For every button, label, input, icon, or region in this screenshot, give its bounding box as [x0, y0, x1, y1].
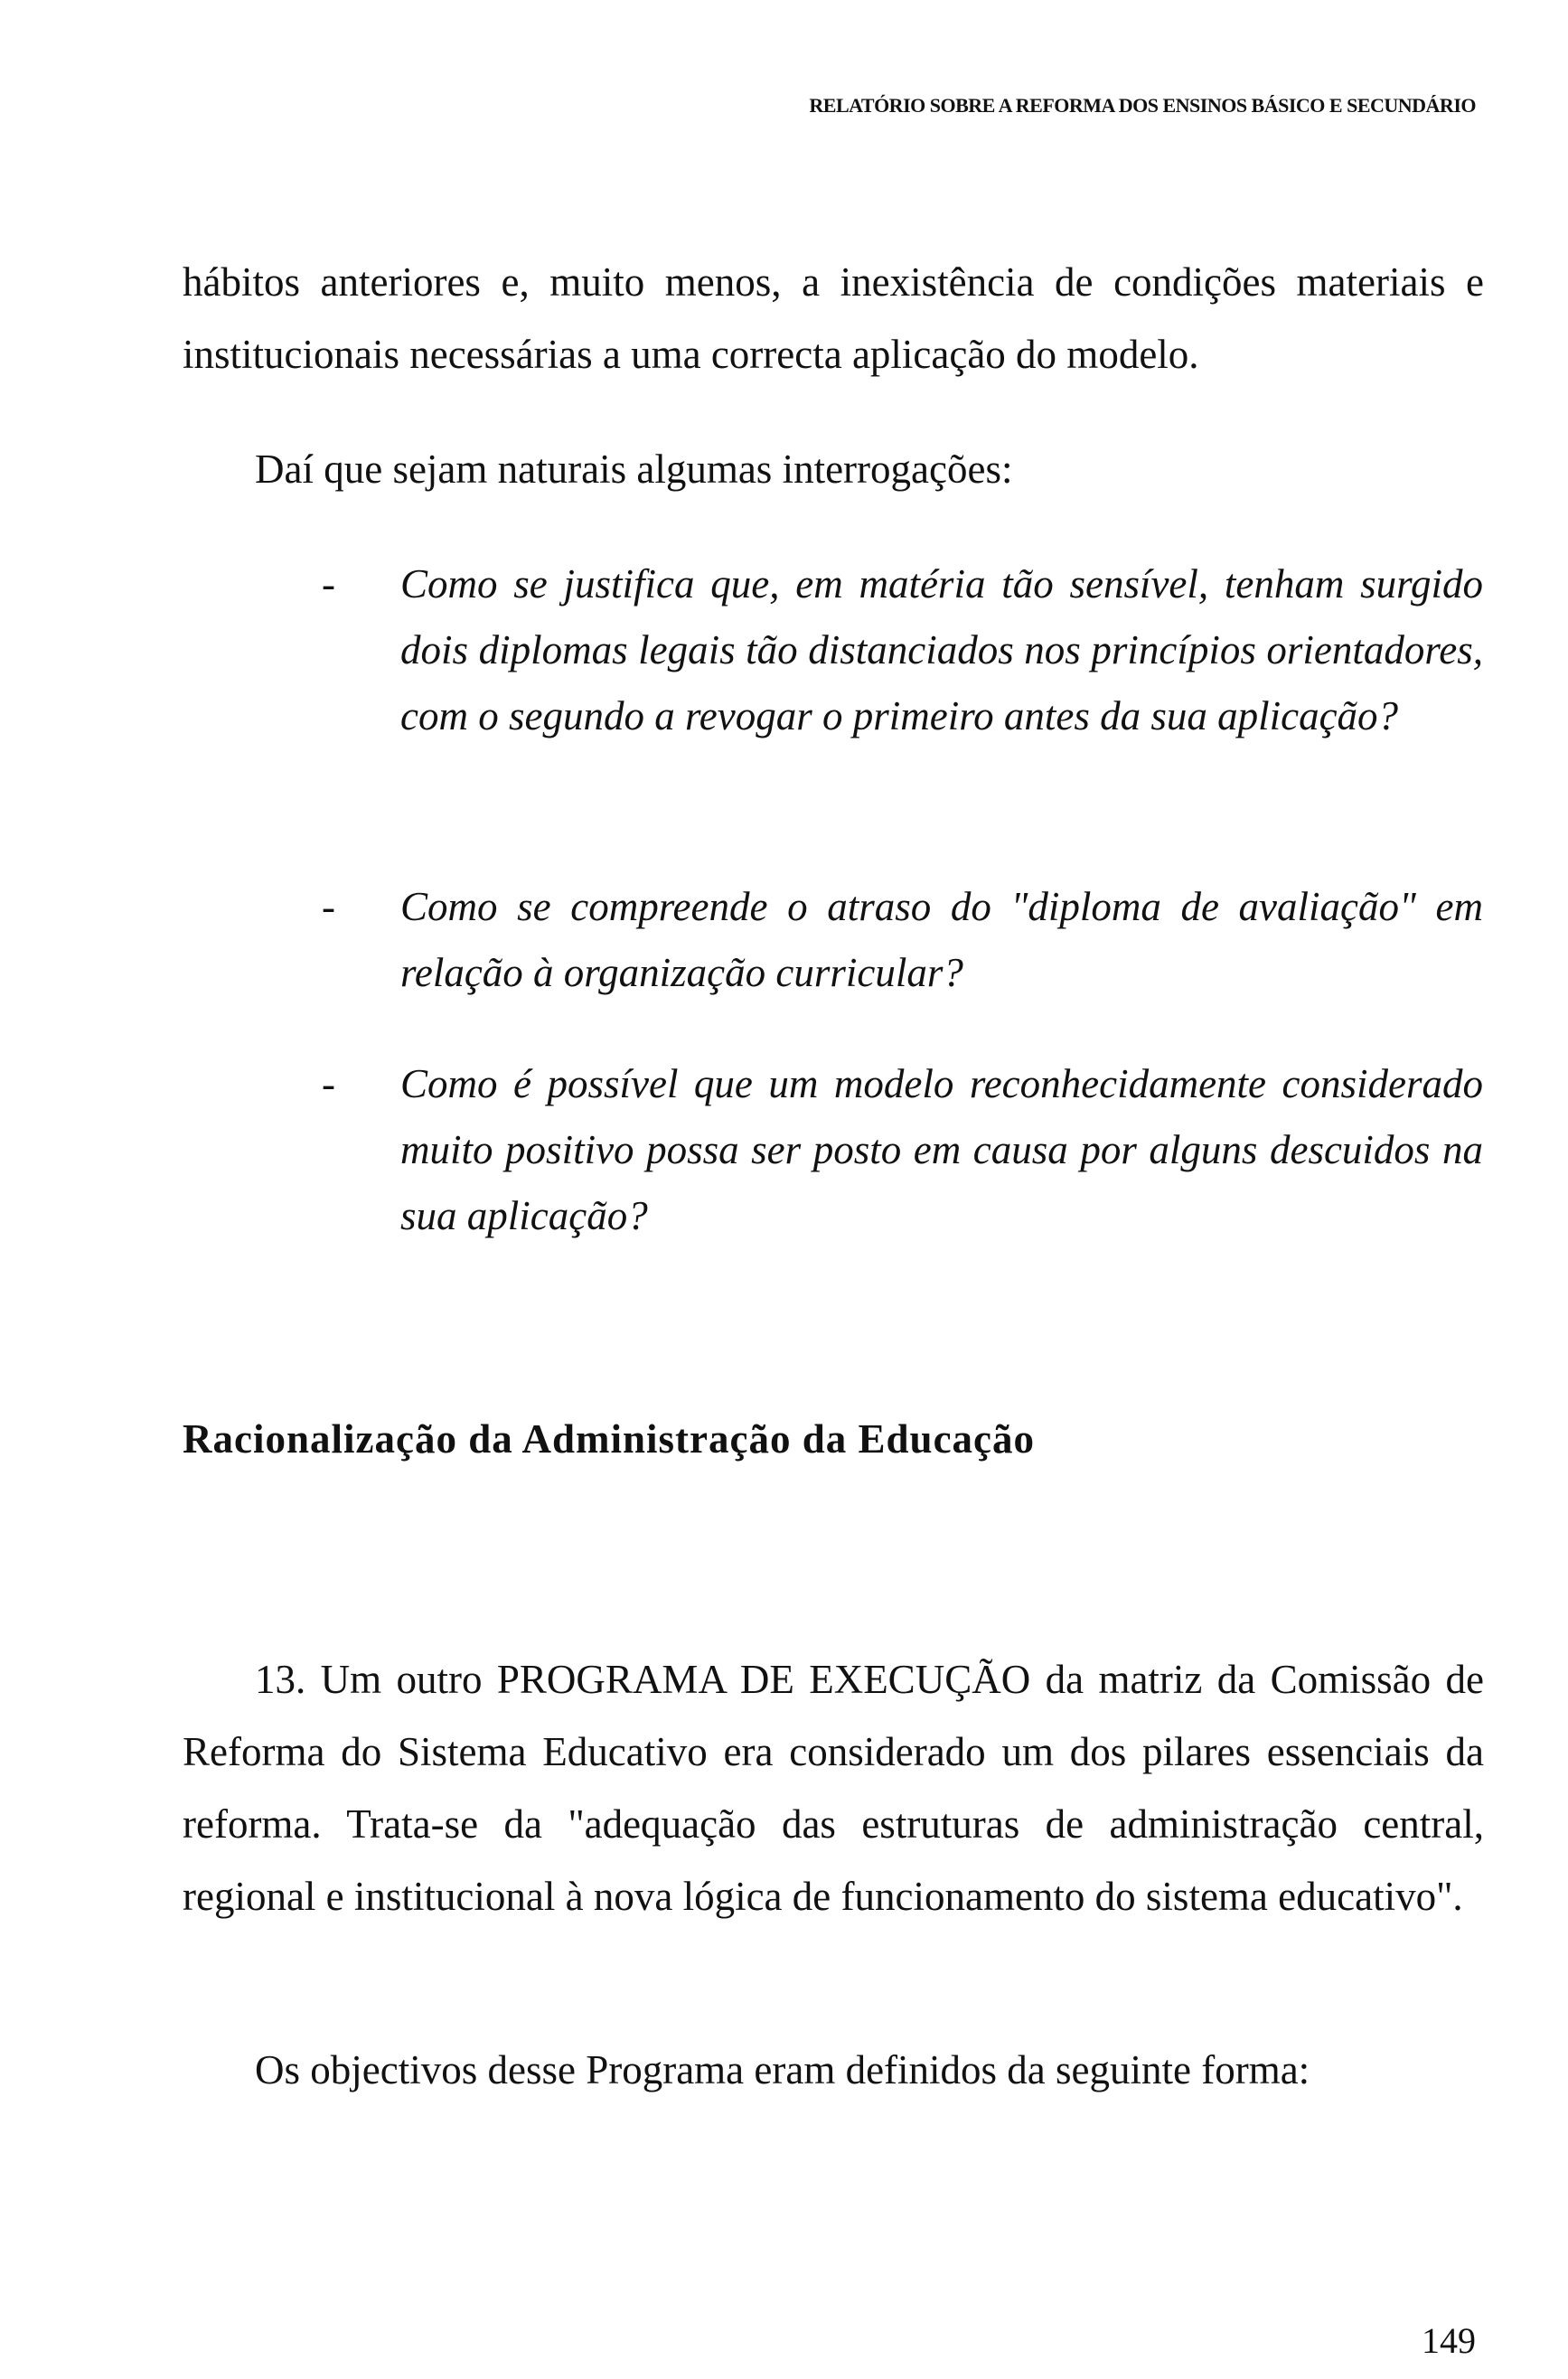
page-number: 149 [1422, 2320, 1476, 2361]
paragraph-objectives-intro: Os objectivos desse Programa eram definidos da seguinte forma: [255, 2047, 1310, 2092]
question-item: Como se compreende o atraso do "diploma de avaliação" em relação à organização curricular? [400, 884, 1483, 995]
section-title: Racionalização da Administração da Educação [183, 1416, 1036, 1462]
question-bullet: - [322, 561, 335, 607]
running-header: RELATÓRIO SOBRE A REFORMA DOS ENSINOS BÁSICO E SECUNDÁRIO [809, 94, 1476, 117]
paragraph-numbered-13: 13. Um outro PROGRAMA DE EXECUÇÃO da matriz da Comissão de Reforma do Sistema Educativo era considerado um dos pilares essenciais da reforma. Trata-se da "adequação das estruturas de administração central, regional e institucional à nova lógica de funcionamento do sistema educativo". [183, 1657, 1484, 1919]
paragraph-interrogations-intro: Daí que sejam naturais algumas interrogações: [255, 447, 1013, 492]
question-bullet: - [322, 1061, 335, 1106]
question-item: Como é possível que um modelo reconhecidamente considerado muito positivo possa ser posto em causa por alguns descuidos na sua aplicação? [400, 1061, 1483, 1238]
question-item: Como se justifica que, em matéria tão sensível, tenham surgido dois diplomas legais tão distanciados nos princípios orientadores, com o segundo a revogar o primeiro antes da sua aplicação? [400, 561, 1483, 738]
question-bullet: - [322, 884, 335, 929]
paragraph-continuation: hábitos anteriores e, muito menos, a inexistência de condições materiais e institucionais necessárias a uma correcta aplicação do modelo. [183, 259, 1484, 377]
